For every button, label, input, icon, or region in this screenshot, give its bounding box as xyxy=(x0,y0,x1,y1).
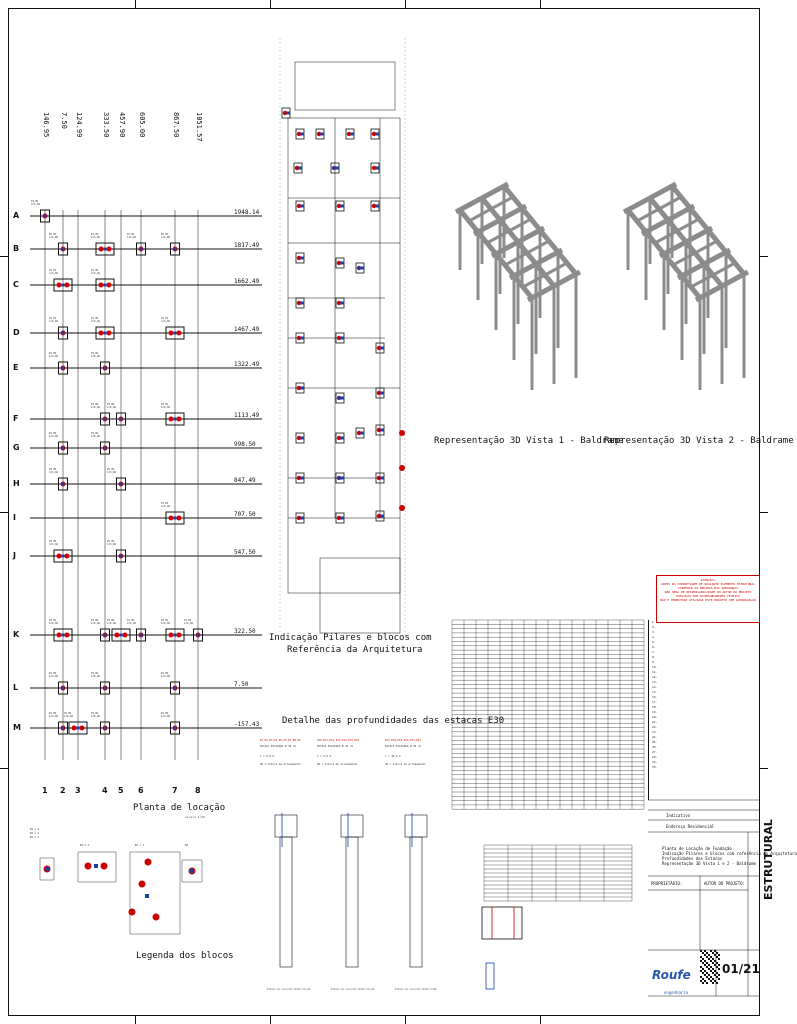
svg-text:P1 B1: P1 B1 xyxy=(184,619,192,622)
note-line: 12. xyxy=(652,675,658,679)
svg-text:L=6,0m: L=6,0m xyxy=(64,715,74,718)
row-coordinate: -157.43 xyxy=(234,721,260,728)
note-line: 27. xyxy=(652,750,658,754)
note-line: 15. xyxy=(652,690,658,694)
note-line: 26. xyxy=(652,745,658,749)
note-line: 16. xyxy=(652,695,658,699)
note-line: 23. xyxy=(652,730,658,734)
address-value: Endereço Residencial xyxy=(666,824,715,829)
axis-letter: G xyxy=(13,443,20,452)
axis-letter: A xyxy=(13,211,20,220)
note-line: 4. xyxy=(652,635,656,639)
svg-text:P1 B1: P1 B1 xyxy=(91,432,99,435)
svg-text:P1 B1: P1 B1 xyxy=(91,403,99,406)
general-notes xyxy=(648,620,761,800)
svg-text:L=6,0m: L=6,0m xyxy=(49,435,59,438)
description-line: Indicação Pilares e blocos com referência da Arquitetura xyxy=(662,851,797,856)
svg-text:B4: B4 xyxy=(185,844,189,847)
note-line: 24. xyxy=(652,735,658,739)
pillars-title-line1: Indicação Pilares e blocos com xyxy=(269,633,432,643)
column-coordinate: 457.90 xyxy=(118,112,126,138)
note-line: 20. xyxy=(652,715,658,719)
3d-view-2-title: Representação 3D Vista 2 - Baldrame xyxy=(604,436,794,446)
svg-text:P1 B1: P1 B1 xyxy=(49,619,57,622)
sheet-current: 01 xyxy=(722,962,739,976)
svg-text:Ha = altura de arrasamento: Ha = altura de arrasamento xyxy=(317,763,358,766)
quantity-table xyxy=(452,620,644,810)
column-number: 6 xyxy=(138,786,144,795)
row-coordinate: 998.50 xyxy=(234,441,256,448)
svg-text:B1 x 4: B1 x 4 xyxy=(30,828,40,831)
svg-text:B1 x 4: B1 x 4 xyxy=(30,836,40,839)
svg-text:L=6,0m: L=6,0m xyxy=(107,471,117,474)
column-number: 7 xyxy=(172,786,178,795)
column-coordinate: 1051.57 xyxy=(195,112,203,142)
svg-text:L=6,0m: L=6,0m xyxy=(31,203,41,206)
svg-text:P1 B1: P1 B1 xyxy=(161,233,169,236)
row-coordinate: 1467.49 xyxy=(234,326,260,333)
svg-text:L=6,0m: L=6,0m xyxy=(107,622,117,625)
note-line: 1. xyxy=(652,620,656,624)
company-name: Roufe xyxy=(652,968,691,982)
location-plan-scale: escala 1:50 xyxy=(185,815,205,819)
block-legend-title: Legenda dos blocos xyxy=(136,951,234,961)
svg-text:L=6,0m: L=6,0m xyxy=(107,543,117,546)
svg-text:P1 B1: P1 B1 xyxy=(91,233,99,236)
column-coordinate: 7.50 xyxy=(60,112,68,129)
svg-text:P1 B1: P1 B1 xyxy=(161,403,169,406)
axis-letter: K xyxy=(13,630,20,639)
pillars-title-line2: Referência da Arquitetura xyxy=(287,645,423,655)
row-coordinate: 1662.49 xyxy=(234,278,260,285)
svg-text:L=6,0m: L=6,0m xyxy=(161,236,171,239)
svg-text:L=6,0m: L=6,0m xyxy=(161,406,171,409)
svg-text:B3 x 3: B3 x 3 xyxy=(135,844,145,847)
svg-text:L=6,0m: L=6,0m xyxy=(49,355,59,358)
svg-text:P17,P18,P19,P20,P21,P22: P17,P18,P19,P20,P21,P22 xyxy=(385,739,421,742)
column-number: 2 xyxy=(60,786,66,795)
row-coordinate: 707.50 xyxy=(234,511,256,518)
svg-text:L=6,0m: L=6,0m xyxy=(161,715,171,718)
note-line: 30. xyxy=(652,765,658,769)
row-coordinate: 847.49 xyxy=(234,477,256,484)
svg-text:B1 x 4: B1 x 4 xyxy=(30,832,40,835)
svg-text:L=6,0m: L=6,0m xyxy=(161,320,171,323)
3d-view-1-title: Representação 3D Vista 1 - Baldrame xyxy=(434,436,624,446)
row-coordinate: 322.50 xyxy=(234,628,256,635)
svg-text:L=6,0m: L=6,0m xyxy=(161,675,171,678)
svg-text:P1 B1: P1 B1 xyxy=(91,269,99,272)
note-line: 14. xyxy=(652,685,658,689)
axis-letter: B xyxy=(13,244,20,253)
svg-text:P1 B1: P1 B1 xyxy=(91,317,99,320)
svg-text:P1 B1: P1 B1 xyxy=(49,672,57,675)
row-coordinate: 1322.49 xyxy=(234,361,260,368)
svg-text:P1 B1: P1 B1 xyxy=(161,317,169,320)
warning-box: ATENÇÃO! ANTES DA CONCRETAGEM DE QUALQUER ELEMENTO ESTRUTURAL CONFERIR AS MEDIDAS DAS ARMADURAS NÃO SERÁ DE RESPONSABILIDADE DO AUTOR DO PROJETO EXECUÇÃO SEM ACOMPANHAMENTO TÉCNICO NÃO É PERMITIDO UTILIZAR ESTE PROJETO SEM AUTORIZAÇÃO xyxy=(656,575,760,623)
svg-text:P1 B1: P1 B1 xyxy=(91,712,99,715)
axis-letter: J xyxy=(13,551,16,560)
svg-text:P1,P2,P3,P4,P5,P6,P7,P8,P9: P1,P2,P3,P4,P5,P6,P7,P8,P9 xyxy=(260,739,301,742)
author-label: AUTOR DO PROJETO: xyxy=(704,881,745,886)
svg-text:Estaca de concreto Ø=30 L=6,0m: Estaca de concreto Ø=30 L=6,0m xyxy=(267,988,311,991)
svg-text:L=6,0m: L=6,0m xyxy=(49,320,59,323)
3d-view-2 xyxy=(608,170,758,420)
svg-text:L=6,0m: L=6,0m xyxy=(161,505,171,508)
note-line: 6. xyxy=(652,645,656,649)
svg-text:L=6,0m: L=6,0m xyxy=(127,236,137,239)
column-coordinate: 333.50 xyxy=(102,112,110,138)
note-line: 25. xyxy=(652,740,658,744)
svg-text:P1 B1: P1 B1 xyxy=(49,432,57,435)
note-line: 8. xyxy=(652,655,656,659)
svg-text:L=6,0m: L=6,0m xyxy=(49,543,59,546)
architecture-pillars-plan xyxy=(280,38,410,638)
svg-text:L = 6,0 m: L = 6,0 m xyxy=(317,755,332,758)
svg-text:Estaca de concreto Ø=30 L=6,0m: Estaca de concreto Ø=30 L=6,0m xyxy=(331,988,375,991)
note-line: 10. xyxy=(652,665,658,669)
svg-text:Ha = altura de arrasamento: Ha = altura de arrasamento xyxy=(260,763,301,766)
column-coordinate: 605.00 xyxy=(138,112,146,138)
svg-text:P1 B1: P1 B1 xyxy=(91,672,99,675)
description-line: Representação 3D Vista 1 e 2 - Baldrame xyxy=(662,861,756,866)
discipline-label: ESTRUTURAL xyxy=(762,819,775,900)
svg-text:L=6,0m: L=6,0m xyxy=(49,272,59,275)
column-number: 4 xyxy=(102,786,108,795)
svg-text:L = 6,0 m: L = 6,0 m xyxy=(260,755,275,758)
svg-text:P1 B1: P1 B1 xyxy=(161,619,169,622)
note-line: 7. xyxy=(652,650,656,654)
axis-letter: F xyxy=(13,414,19,423)
svg-text:L=6,0m: L=6,0m xyxy=(91,272,101,275)
column-number: 3 xyxy=(75,786,81,795)
note-line: 17. xyxy=(652,700,658,704)
svg-text:L=6,0m: L=6,0m xyxy=(91,406,101,409)
column-coordinate: 146.95 xyxy=(42,112,50,138)
block-legend xyxy=(30,822,220,942)
note-line: 22. xyxy=(652,725,658,729)
svg-text:L=6,0m: L=6,0m xyxy=(49,622,59,625)
note-line: 28. xyxy=(652,755,658,759)
svg-text:P1 B1: P1 B1 xyxy=(49,712,57,715)
axis-letter: C xyxy=(13,280,19,289)
svg-text:L=6,0m: L=6,0m xyxy=(91,355,101,358)
company-logo xyxy=(652,968,691,982)
svg-text:P1 B1: P1 B1 xyxy=(107,540,115,543)
svg-text:L=6,0m: L=6,0m xyxy=(127,622,137,625)
note-line: 18. xyxy=(652,705,658,709)
svg-text:L=6,0m: L=6,0m xyxy=(91,320,101,323)
svg-text:P1 B1: P1 B1 xyxy=(31,200,39,203)
svg-text:L=6,0m: L=6,0m xyxy=(49,715,59,718)
svg-text:P1 B1: P1 B1 xyxy=(127,233,135,236)
svg-text:L=6,0m: L=6,0m xyxy=(91,435,101,438)
svg-text:P1 B1: P1 B1 xyxy=(127,619,135,622)
description-line: Planta de Locação de Fundação xyxy=(662,846,732,851)
svg-text:P1 B1: P1 B1 xyxy=(49,468,57,471)
svg-text:P1 B1: P1 B1 xyxy=(49,540,57,543)
svg-text:P1 B1: P1 B1 xyxy=(161,502,169,505)
note-line: 11. xyxy=(652,670,658,674)
svg-text:P1 B1: P1 B1 xyxy=(107,403,115,406)
location-plan-grid xyxy=(0,110,270,790)
svg-text:Ha = altura de arrasamento: Ha = altura de arrasamento xyxy=(385,763,426,766)
axis-letter: D xyxy=(13,328,20,337)
row-coordinate: 7.50 xyxy=(234,681,249,688)
svg-text:L=6,0m: L=6,0m xyxy=(161,622,171,625)
owner-value: Indicativo xyxy=(666,813,691,818)
note-line: 21. xyxy=(652,720,658,724)
description-block xyxy=(662,846,797,866)
sheet-number: 01/21 xyxy=(722,962,760,976)
column-number: 1 xyxy=(42,786,48,795)
column-coordinate: 867.50 xyxy=(172,112,180,138)
axis-letter: L xyxy=(13,683,19,692)
svg-text:P1 B1: P1 B1 xyxy=(161,712,169,715)
axis-letter: E xyxy=(13,363,19,372)
svg-text:B2 x 2: B2 x 2 xyxy=(80,844,90,847)
svg-text:P1 B1: P1 B1 xyxy=(91,619,99,622)
note-line: 9. xyxy=(652,660,656,664)
svg-text:P1 B1: P1 B1 xyxy=(161,672,169,675)
column-number: 5 xyxy=(118,786,124,795)
note-line: 2. xyxy=(652,625,656,629)
owner-label: PROPRIETÁRIO: xyxy=(651,881,683,886)
row-coordinate: 1113.49 xyxy=(234,412,260,419)
svg-text:L=6,0m: L=6,0m xyxy=(91,675,101,678)
rebar-detail xyxy=(478,845,638,995)
pile-depth-details xyxy=(255,735,445,1005)
svg-text:ESTACA ESCAVADA Ø 30 cm: ESTACA ESCAVADA Ø 30 cm xyxy=(317,745,353,748)
svg-text:L=6,0m: L=6,0m xyxy=(49,471,59,474)
note-line: 19. xyxy=(652,710,658,714)
svg-text:P1 B1: P1 B1 xyxy=(49,233,57,236)
note-line: 5. xyxy=(652,640,656,644)
svg-text:P1 B1: P1 B1 xyxy=(49,317,57,320)
svg-text:L = 10,0 m: L = 10,0 m xyxy=(385,755,401,758)
svg-text:ESTACA ESCAVADA Ø 30 cm: ESTACA ESCAVADA Ø 30 cm xyxy=(260,745,296,748)
column-number: 8 xyxy=(195,786,201,795)
axis-letter: M xyxy=(13,723,21,732)
row-coordinate: 1948.14 xyxy=(234,209,260,216)
row-coordinate: 1817.49 xyxy=(234,242,260,249)
svg-text:ESTACA ESCAVADA Ø 30 cm: ESTACA ESCAVADA Ø 30 cm xyxy=(385,745,421,748)
column-coordinate: 124.99 xyxy=(75,112,83,138)
svg-text:Estaca de concreto Ø=30 L=10m: Estaca de concreto Ø=30 L=10m xyxy=(395,988,437,991)
svg-text:L=6,0m: L=6,0m xyxy=(49,236,59,239)
axis-letter: H xyxy=(13,479,20,488)
note-line: 29. xyxy=(652,760,658,764)
description-line: Profundidades das Estacas xyxy=(662,856,723,861)
svg-text:P1 B1: P1 B1 xyxy=(91,352,99,355)
sheet-total: 21 xyxy=(743,962,760,976)
svg-text:L=6,0m: L=6,0m xyxy=(91,715,101,718)
svg-text:L=6,0m: L=6,0m xyxy=(107,406,117,409)
svg-text:L=6,0m: L=6,0m xyxy=(91,236,101,239)
company-subtitle: engenharia xyxy=(664,990,689,995)
svg-text:L=6,0m: L=6,0m xyxy=(91,622,101,625)
svg-text:L=6,0m: L=6,0m xyxy=(184,622,194,625)
pile-depths-title: Detalhe das profundidades das estacas E30 xyxy=(282,716,505,726)
note-line: 13. xyxy=(652,680,658,684)
svg-text:P1 B1: P1 B1 xyxy=(107,468,115,471)
location-plan-title: Planta de locação xyxy=(133,803,226,813)
row-coordinate: 547.50 xyxy=(234,549,256,556)
3d-view-1 xyxy=(440,170,590,420)
svg-text:P10,P11,P12,P13,P14,P15,P16: P10,P11,P12,P13,P14,P15,P16 xyxy=(317,739,360,742)
note-line: 3. xyxy=(652,630,656,634)
svg-text:P1 B1: P1 B1 xyxy=(64,712,72,715)
svg-text:L=6,0m: L=6,0m xyxy=(49,675,59,678)
svg-text:P1 B1: P1 B1 xyxy=(49,269,57,272)
axis-letter: I xyxy=(13,513,16,522)
qr-code xyxy=(700,950,720,984)
svg-text:P1 B1: P1 B1 xyxy=(107,619,115,622)
svg-text:P1 B1: P1 B1 xyxy=(49,352,57,355)
